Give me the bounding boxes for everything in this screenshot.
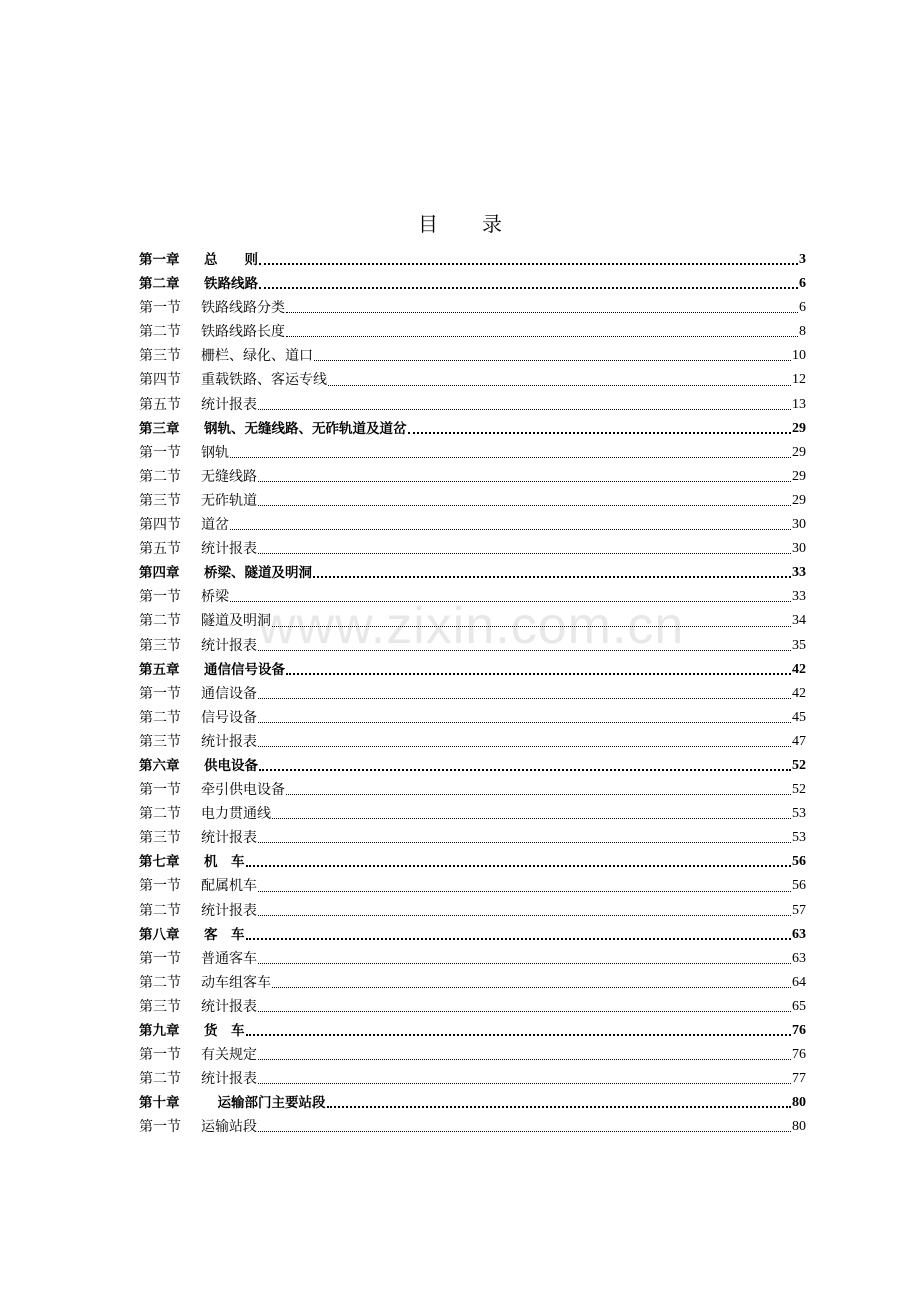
toc-entry-title: 栅栏、绿化、道口 — [201, 348, 313, 365]
toc-entry-title: 铁路线路长度 — [201, 324, 285, 341]
toc-leader-dots — [258, 1059, 791, 1060]
toc-leader-dots — [258, 505, 791, 506]
toc-section-entry[interactable] — [139, 368, 806, 392]
toc-section-entry[interactable] — [139, 826, 806, 850]
toc-entry-label: 第四节 — [139, 517, 181, 534]
toc-entry-label: 第六章 — [139, 757, 180, 774]
toc-chapter-entry[interactable] — [139, 754, 806, 778]
toc-entry-title: 通信设备 — [201, 685, 257, 702]
toc-entry-title: 统计报表 — [201, 902, 257, 919]
toc-entry-title: 总 则 — [204, 252, 258, 268]
toc-entry-label: 第三节 — [139, 998, 181, 1015]
toc-entry-page: 33 — [792, 565, 806, 581]
toc-leader-dots — [258, 842, 791, 843]
toc-entry-page: 80 — [792, 1095, 806, 1111]
toc-entry-label: 第三节 — [139, 348, 181, 365]
toc-entry-page: 80 — [792, 1119, 806, 1135]
toc-leader-dots — [272, 626, 791, 627]
toc-entry-page: 56 — [792, 878, 806, 894]
toc-entry-label: 第三章 — [139, 420, 180, 437]
toc-entry-title: 铁路线路 — [204, 276, 258, 293]
toc-entry-title: 桥梁、隧道及明洞 — [204, 565, 312, 582]
toc-entry-title: 统计报表 — [201, 998, 257, 1015]
toc-entry-label: 第二节 — [139, 709, 181, 726]
toc-entry-title: 动车组客车 — [201, 974, 271, 991]
toc-leader-dots — [314, 360, 791, 361]
toc-entry-page: 29 — [792, 468, 806, 484]
toc-section-entry[interactable] — [139, 682, 806, 706]
toc-leader-dots — [313, 576, 791, 578]
toc-entry-title: 货 车 — [204, 1023, 245, 1039]
toc-section-entry[interactable] — [139, 995, 806, 1019]
toc-leader-dots — [258, 409, 791, 410]
toc-entry-page: 53 — [792, 806, 806, 822]
title-char-1: 目 — [418, 212, 438, 236]
toc-entry-title: 钢轨 — [201, 444, 229, 461]
toc-entry-label: 第五节 — [139, 396, 181, 413]
toc-leader-dots — [258, 1083, 791, 1084]
toc-leader-dots — [258, 698, 791, 699]
toc-entry-page: 65 — [792, 998, 806, 1014]
toc-chapter-entry[interactable] — [139, 1091, 806, 1115]
toc-chapter-entry[interactable] — [139, 417, 806, 441]
toc-entry-label: 第三节 — [139, 637, 181, 654]
toc-leader-dots — [286, 312, 798, 313]
toc-entry-label: 第一节 — [139, 878, 181, 895]
toc-leader-dots — [230, 601, 791, 602]
toc-entry-title: 统计报表 — [201, 1071, 257, 1088]
toc-leader-dots — [258, 722, 791, 723]
toc-entry-label: 第一节 — [139, 444, 181, 461]
toc-leader-dots — [328, 385, 791, 386]
toc-entry-label: 第四章 — [139, 565, 180, 582]
toc-entry-title: 配属机车 — [201, 878, 257, 895]
toc-entry-label: 第一章 — [139, 252, 180, 268]
toc-section-entry[interactable] — [139, 1043, 806, 1067]
toc-leader-dots — [258, 963, 791, 964]
toc-entry-title: 电力贯通线 — [201, 806, 271, 823]
toc-entry-title: 统计报表 — [201, 396, 257, 413]
toc-entry-page: 13 — [792, 396, 806, 412]
toc-entry-page: 35 — [792, 637, 806, 653]
toc-entry-label: 第五章 — [139, 661, 180, 678]
toc-entry-title: 有关规定 — [201, 1047, 257, 1064]
toc-entry-title: 统计报表 — [201, 733, 257, 750]
toc-entry-label: 第二节 — [139, 468, 181, 485]
toc-leader-dots — [258, 891, 791, 892]
toc-section-entry[interactable] — [139, 609, 806, 633]
toc-entry-label: 第二章 — [139, 276, 180, 293]
toc-section-entry[interactable] — [139, 320, 806, 344]
toc-entry-page: 45 — [792, 709, 806, 725]
toc-entry-page: 6 — [799, 300, 806, 316]
toc-section-entry[interactable] — [139, 465, 806, 489]
toc-entry-page: 77 — [792, 1071, 806, 1087]
toc-section-entry[interactable] — [139, 1067, 806, 1091]
toc-entry-title: 通信信号设备 — [204, 661, 285, 678]
toc-entry-page: 33 — [792, 589, 806, 605]
toc-entry-title: 道岔 — [201, 517, 229, 534]
toc-entry-label: 第一节 — [139, 1119, 181, 1136]
toc-entry-label: 第二节 — [139, 974, 181, 991]
toc-leader-dots — [246, 865, 792, 867]
toc-entry-page: 42 — [792, 685, 806, 701]
toc-entry-title: 机 车 — [204, 854, 245, 871]
toc-entry-page: 30 — [792, 541, 806, 557]
toc-leader-dots — [259, 263, 798, 265]
toc-entry-label: 第十章 — [139, 1095, 180, 1112]
toc-section-entry[interactable] — [139, 489, 806, 513]
toc-section-entry[interactable] — [139, 706, 806, 730]
toc-entry-page: 53 — [792, 830, 806, 846]
toc-leader-dots — [258, 915, 791, 916]
toc-section-entry[interactable] — [139, 802, 806, 826]
toc-section-entry[interactable] — [139, 730, 806, 754]
toc-entry-title: 统计报表 — [201, 830, 257, 847]
toc-entry-page: 42 — [792, 661, 806, 677]
toc-entry-page: 57 — [792, 902, 806, 918]
toc-entry-page: 30 — [792, 517, 806, 533]
toc-leader-dots — [258, 650, 791, 651]
toc-entry-title: 信号设备 — [201, 709, 257, 726]
toc-entry-page: 29 — [792, 444, 806, 460]
toc-entry-title: 供电设备 — [204, 757, 258, 774]
toc-entry-page: 12 — [792, 372, 806, 388]
toc-entry-title: 运输部门主要站段 — [204, 1095, 326, 1112]
watermark: www.zixin.com.cn — [258, 597, 685, 655]
toc-entry-label: 第一节 — [139, 589, 181, 606]
toc-entry-label: 第二节 — [139, 902, 181, 919]
toc-leader-dots — [272, 818, 791, 819]
toc-entry-page: 29 — [792, 420, 806, 436]
toc-entry-page: 6 — [799, 276, 806, 292]
toc-section-entry[interactable] — [139, 296, 806, 320]
toc-leader-dots — [286, 673, 791, 675]
toc-entry-page: 29 — [792, 492, 806, 508]
toc-leader-dots — [258, 1011, 791, 1012]
toc-entry-title: 无缝线路 — [201, 468, 257, 485]
toc-section-entry[interactable] — [139, 874, 806, 898]
toc-entry-label: 第一节 — [139, 685, 181, 702]
toc-chapter-entry[interactable] — [139, 923, 806, 947]
toc-entry-label: 第一节 — [139, 300, 181, 317]
toc-section-entry[interactable] — [139, 393, 806, 417]
toc-entry-label: 第七章 — [139, 854, 180, 871]
toc-chapter-entry[interactable] — [139, 658, 806, 682]
toc-entry-title: 重载铁路、客运专线 — [201, 372, 327, 389]
toc-section-entry[interactable] — [139, 585, 806, 609]
toc-entry-page: 34 — [792, 613, 806, 629]
toc-entry-label: 第二节 — [139, 613, 181, 630]
toc-leader-dots — [258, 1131, 791, 1132]
toc-section-entry[interactable] — [139, 899, 806, 923]
toc-chapter-entry[interactable] — [139, 850, 806, 874]
toc-entry-page: 52 — [792, 782, 806, 798]
toc-leader-dots — [408, 432, 792, 434]
toc-entry-title: 普通客车 — [201, 950, 257, 967]
toc-entry-page: 63 — [792, 950, 806, 966]
toc-chapter-entry[interactable] — [139, 248, 806, 272]
toc-leader-dots — [246, 938, 792, 940]
toc-entry-label: 第四节 — [139, 372, 181, 389]
toc-leader-dots — [246, 1034, 792, 1036]
toc-entry-title: 运输站段 — [201, 1119, 257, 1136]
toc-entry-title: 隧道及明洞 — [201, 613, 271, 630]
toc-leader-dots — [286, 336, 798, 337]
toc-leader-dots — [230, 457, 791, 458]
toc-entry-title: 统计报表 — [201, 541, 257, 558]
toc-section-entry[interactable] — [139, 971, 806, 995]
toc-entry-page: 56 — [792, 854, 806, 870]
toc-entry-label: 第九章 — [139, 1023, 180, 1039]
toc-entry-title: 铁路线路分类 — [201, 300, 285, 317]
toc-leader-dots — [272, 987, 791, 988]
toc-entry-page: 8 — [799, 324, 806, 340]
toc-entry-label: 第三节 — [139, 830, 181, 847]
toc-section-entry[interactable] — [139, 513, 806, 537]
toc-entry-label: 第八章 — [139, 926, 180, 943]
toc-leader-dots — [259, 287, 798, 289]
toc-section-entry[interactable] — [139, 634, 806, 658]
title-char-2: 录 — [482, 212, 502, 236]
toc-entry-title: 客 车 — [204, 926, 245, 943]
toc-entry-title: 牵引供电设备 — [201, 782, 285, 799]
toc-entry-label: 第五节 — [139, 541, 181, 558]
toc-section-entry[interactable] — [139, 778, 806, 802]
toc-leader-dots — [258, 481, 791, 482]
toc-entry-label: 第二节 — [139, 806, 181, 823]
toc-entry-title: 钢轨、无缝线路、无砟轨道及道岔 — [204, 420, 407, 437]
toc-leader-dots — [230, 529, 791, 530]
page-title — [0, 206, 920, 242]
toc-chapter-entry[interactable] — [139, 1019, 806, 1043]
toc-section-entry[interactable] — [139, 1115, 806, 1139]
toc-section-entry[interactable] — [139, 947, 806, 971]
toc-entry-page: 64 — [792, 974, 806, 990]
toc-entry-page: 76 — [792, 1047, 806, 1063]
toc-entry-page: 52 — [792, 757, 806, 773]
toc-entry-label: 第一节 — [139, 782, 181, 799]
toc-chapter-entry[interactable] — [139, 272, 806, 296]
toc-leader-dots — [327, 1106, 792, 1108]
toc-entry-label: 第一节 — [139, 1047, 181, 1064]
toc-entry-label: 第三节 — [139, 492, 181, 509]
toc-leader-dots — [258, 553, 791, 554]
toc-entry-label: 第三节 — [139, 733, 181, 750]
toc-entry-page: 76 — [792, 1023, 806, 1038]
toc-entry-page: 10 — [792, 348, 806, 364]
table-of-contents — [139, 248, 806, 1139]
toc-entry-label: 第二节 — [139, 1071, 181, 1088]
toc-entry-label: 第二节 — [139, 324, 181, 341]
toc-entry-label: 第一节 — [139, 950, 181, 967]
toc-leader-dots — [286, 794, 791, 795]
toc-entry-title: 统计报表 — [201, 637, 257, 654]
toc-entry-title: 桥梁 — [201, 589, 229, 606]
toc-leader-dots — [258, 746, 791, 747]
toc-entry-page: 3 — [799, 252, 806, 267]
toc-section-entry[interactable] — [139, 441, 806, 465]
toc-entry-page: 63 — [792, 926, 806, 942]
toc-leader-dots — [259, 769, 791, 771]
toc-entry-title: 无砟轨道 — [201, 492, 257, 509]
toc-chapter-entry[interactable] — [139, 561, 806, 585]
toc-section-entry[interactable] — [139, 344, 806, 368]
toc-section-entry[interactable] — [139, 537, 806, 561]
toc-entry-page: 47 — [792, 733, 806, 749]
